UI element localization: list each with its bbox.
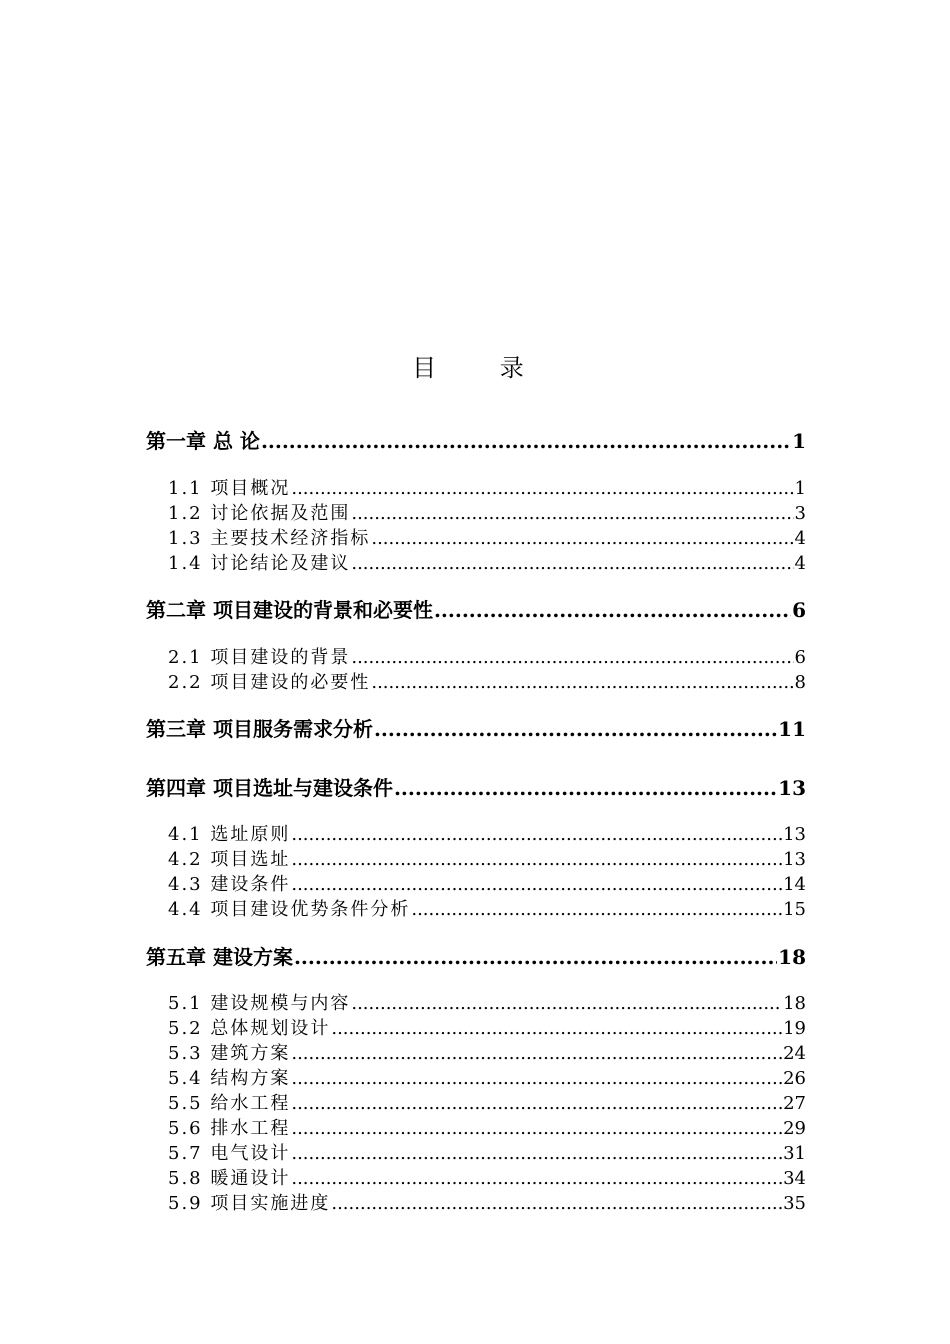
dot-leader xyxy=(374,717,777,741)
page-number: 14 xyxy=(783,874,806,895)
section-label: 5.7 电气设计 xyxy=(168,1143,291,1164)
toc-title: 目 录 xyxy=(412,354,552,382)
section-label: 1.4 讨论结论及建议 xyxy=(168,553,351,574)
page-number: 1 xyxy=(792,429,806,453)
page-number: 3 xyxy=(794,503,806,524)
toc-section-5-2[interactable] xyxy=(168,1014,806,1040)
dot-leader xyxy=(291,1093,782,1114)
section-label: 4.4 项目建设优势条件分析 xyxy=(168,899,411,920)
section-label: 5.9 项目实施进度 xyxy=(168,1193,331,1214)
section-label: 1.1 项目概况 xyxy=(168,478,291,499)
toc-section-1-1[interactable] xyxy=(168,474,806,500)
toc-section-4-1[interactable] xyxy=(168,820,806,846)
toc-section-5-3[interactable] xyxy=(168,1039,806,1065)
dot-leader xyxy=(371,672,793,693)
page-number: 13 xyxy=(783,824,806,845)
toc-section-4-3[interactable] xyxy=(168,870,806,896)
dot-leader xyxy=(294,945,777,969)
dot-leader xyxy=(351,503,793,524)
page-number: 1 xyxy=(794,478,806,499)
page-number: 6 xyxy=(792,598,806,622)
toc-chapter-1[interactable] xyxy=(146,425,806,454)
toc-section-1-4[interactable] xyxy=(168,549,806,575)
dot-leader xyxy=(434,598,791,622)
dot-leader xyxy=(291,1068,782,1089)
toc-section-5-8[interactable] xyxy=(168,1164,806,1190)
page-number: 27 xyxy=(783,1093,806,1114)
dot-leader xyxy=(291,874,782,895)
toc-section-5-9[interactable] xyxy=(168,1189,806,1215)
dot-leader xyxy=(351,993,782,1014)
page-number: 35 xyxy=(783,1193,806,1214)
section-label: 5.6 排水工程 xyxy=(168,1118,291,1139)
page-number: 31 xyxy=(783,1143,806,1164)
chapter-label: 第五章 建设方案 xyxy=(146,945,293,969)
toc-chapter-4[interactable] xyxy=(146,772,806,801)
toc-section-4-4[interactable] xyxy=(168,895,806,921)
page-number: 13 xyxy=(783,849,806,870)
section-label: 1.2 讨论依据及范围 xyxy=(168,503,351,524)
section-label: 5.3 建筑方案 xyxy=(168,1043,291,1064)
toc-chapter-5[interactable] xyxy=(146,941,806,970)
page-number: 11 xyxy=(778,717,806,741)
dot-leader xyxy=(394,776,777,800)
section-label: 4.1 选址原则 xyxy=(168,824,291,845)
dot-leader xyxy=(291,1043,782,1064)
dot-leader xyxy=(351,553,793,574)
toc-section-5-6[interactable] xyxy=(168,1114,806,1140)
section-label: 5.4 结构方案 xyxy=(168,1068,291,1089)
toc-section-5-1[interactable] xyxy=(168,989,806,1015)
toc-section-5-7[interactable] xyxy=(168,1139,806,1165)
page-number: 4 xyxy=(794,553,806,574)
section-label: 4.3 建设条件 xyxy=(168,874,291,895)
dot-leader xyxy=(291,824,782,845)
toc-section-1-3[interactable] xyxy=(168,524,806,550)
toc-section-2-1[interactable] xyxy=(168,643,806,669)
page-number: 13 xyxy=(778,776,806,800)
dot-leader xyxy=(411,899,782,920)
page-number: 29 xyxy=(783,1118,806,1139)
section-label: 5.2 总体规划设计 xyxy=(168,1018,331,1039)
dot-leader xyxy=(371,528,793,549)
toc-chapter-2[interactable] xyxy=(146,594,806,623)
chapter-label: 第一章 总 论 xyxy=(146,429,260,453)
page-number: 4 xyxy=(794,528,806,549)
section-label: 5.1 建设规模与内容 xyxy=(168,993,351,1014)
page-number: 34 xyxy=(783,1168,806,1189)
dot-leader xyxy=(291,849,782,870)
chapter-label: 第四章 项目选址与建设条件 xyxy=(146,776,393,800)
page-number: 24 xyxy=(783,1043,806,1064)
toc-section-5-5[interactable] xyxy=(168,1089,806,1115)
page-number: 15 xyxy=(783,899,806,920)
toc-section-4-2[interactable] xyxy=(168,845,806,871)
dot-leader xyxy=(331,1193,782,1214)
toc-section-1-2[interactable] xyxy=(168,499,806,525)
page-number: 6 xyxy=(794,647,806,668)
toc-section-5-4[interactable] xyxy=(168,1064,806,1090)
section-label: 4.2 项目选址 xyxy=(168,849,291,870)
toc-section-2-2[interactable] xyxy=(168,668,806,694)
dot-leader xyxy=(261,429,791,453)
chapter-label: 第三章 项目服务需求分析 xyxy=(146,717,373,741)
section-label: 2.2 项目建设的必要性 xyxy=(168,672,371,693)
dot-leader xyxy=(291,478,793,499)
dot-leader xyxy=(291,1143,782,1164)
section-label: 2.1 项目建设的背景 xyxy=(168,647,351,668)
toc-chapter-3[interactable] xyxy=(146,713,806,742)
dot-leader xyxy=(331,1018,782,1039)
page-number: 8 xyxy=(794,672,806,693)
chapter-label: 第二章 项目建设的背景和必要性 xyxy=(146,598,433,622)
page-number: 18 xyxy=(783,993,806,1014)
dot-leader xyxy=(291,1118,782,1139)
section-label: 5.5 给水工程 xyxy=(168,1093,291,1114)
page-number: 19 xyxy=(783,1018,806,1039)
section-label: 1.3 主要技术经济指标 xyxy=(168,528,371,549)
page-number: 18 xyxy=(778,945,806,969)
dot-leader xyxy=(351,647,793,668)
section-label: 5.8 暖通设计 xyxy=(168,1168,291,1189)
page-number: 26 xyxy=(783,1068,806,1089)
dot-leader xyxy=(291,1168,782,1189)
